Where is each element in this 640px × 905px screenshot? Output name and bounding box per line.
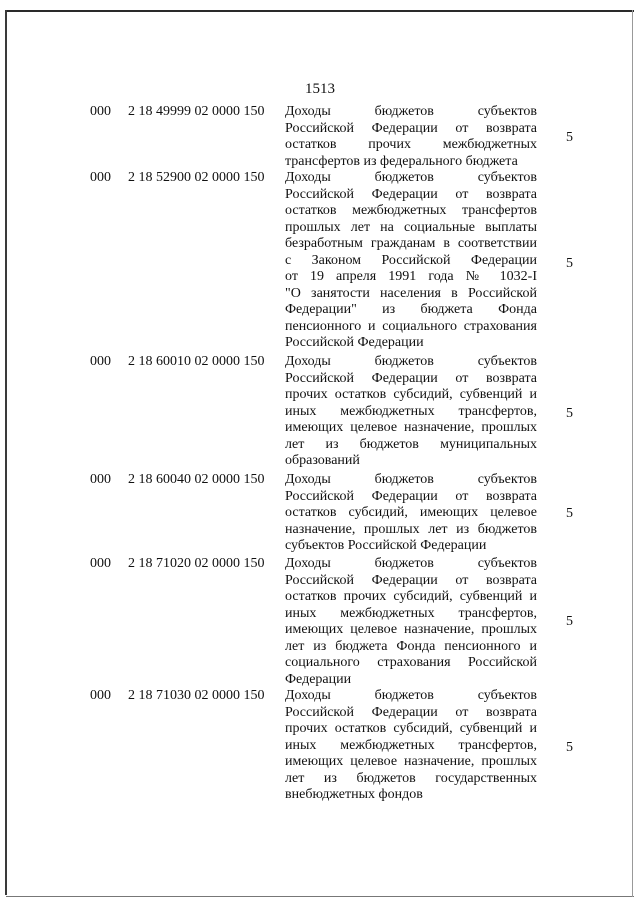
description-line: образований [285,453,360,468]
description-line: остатков прочих субсидий, субвенций и [285,589,537,604]
description-line: Российской Федерации от возврата [285,704,537,720]
description-line: Российской Федерации от возврата [285,370,537,386]
income-description [285,556,537,688]
amount-value: 5 [566,506,573,521]
description-line: Доходы бюджетов субъектов [285,354,537,369]
description-line: Российской Федерации от возврата [285,186,537,202]
description-line: остатков субсидий, имеющих целевое [285,505,537,520]
description-line: пенсионного и социального страхования [285,318,537,334]
description-line: имеющих целевое назначение, прошлых [285,754,537,769]
budget-classification-code: 2 18 60040 02 0000 150 [128,472,265,487]
amount-value: 5 [566,130,573,145]
description-line: Российской Федерации от возврата [285,120,537,136]
description-line: имеющих целевое назначение, прошлых [285,622,537,637]
budget-classification-code: 2 18 60010 02 0000 150 [128,354,265,369]
amount-value: 5 [566,256,573,271]
description-line: иных межбюджетных трансфертов, [285,403,537,419]
scan-edge-bottom [6,896,634,897]
income-description [285,472,537,555]
description-line: иных межбюджетных трансфертов, [285,737,537,753]
description-line: имеющих целевое назначение, прошлых [285,420,537,435]
description-line: Доходы бюджетов субъектов [285,556,537,571]
description-line: остатков прочих межбюджетных [285,137,537,152]
description-line: прочих остатков субсидий, субвенций и [285,721,537,736]
description-line: "О занятости населения в Российской [285,285,537,301]
description-line: лет из бюджета Фонда пенсионного и [285,638,537,654]
description-line: лет из бюджетов муниципальных [285,436,537,452]
description-line: Доходы бюджетов субъектов [285,104,537,119]
admin-code: 000 [90,170,111,185]
description-line: трансфертов из федерального бюджета [285,153,518,169]
scan-edge-left [5,10,7,895]
budget-classification-code: 2 18 71030 02 0000 150 [128,688,265,703]
description-line: Федерации [285,671,352,687]
admin-code: 000 [90,556,111,571]
description-line: Российской Федерации [285,335,424,350]
description-line: с Законом Российской Федерации [285,252,537,268]
description-line: социального страхования Российской [285,655,537,670]
income-description [285,354,537,470]
description-line: Доходы бюджетов субъектов [285,688,537,703]
budget-classification-code: 2 18 71020 02 0000 150 [128,556,265,571]
description-line: субъектов Российской Федерации [285,538,487,553]
admin-code: 000 [90,104,111,119]
description-line: Российской Федерации от возврата [285,488,537,504]
description-line: лет из бюджетов государственных [285,770,537,786]
description-line: назначение, прошлых лет из бюджетов [285,521,537,537]
description-line: от 19 апреля 1991 года № 1032-I [285,269,537,284]
amount-value: 5 [566,614,573,629]
description-line: Доходы бюджетов субъектов [285,170,537,185]
description-line: безработным гражданам в соответствии [285,236,537,251]
description-line: прошлых лет на социальные выплаты [285,219,537,235]
income-description [285,104,537,170]
budget-classification-code: 2 18 52900 02 0000 150 [128,170,265,185]
page-number: 1513 [305,81,335,97]
admin-code: 000 [90,354,111,369]
scan-edge-top [6,10,634,12]
description-line: Российской Федерации от возврата [285,572,537,588]
income-description [285,170,537,352]
budget-classification-code: 2 18 49999 02 0000 150 [128,104,265,119]
admin-code: 000 [90,688,111,703]
amount-value: 5 [566,406,573,421]
description-line: Доходы бюджетов субъектов [285,472,537,487]
description-line: Федерации" из бюджета Фонда [285,302,537,317]
description-line: внебюджетных фондов [285,787,423,802]
description-line: иных межбюджетных трансфертов, [285,605,537,621]
description-line: остатков межбюджетных трансфертов [285,203,537,218]
description-line: прочих остатков субсидий, субвенций и [285,387,537,402]
admin-code: 000 [90,472,111,487]
amount-value: 5 [566,740,573,755]
income-description [285,688,537,804]
scan-edge-right [632,10,633,897]
